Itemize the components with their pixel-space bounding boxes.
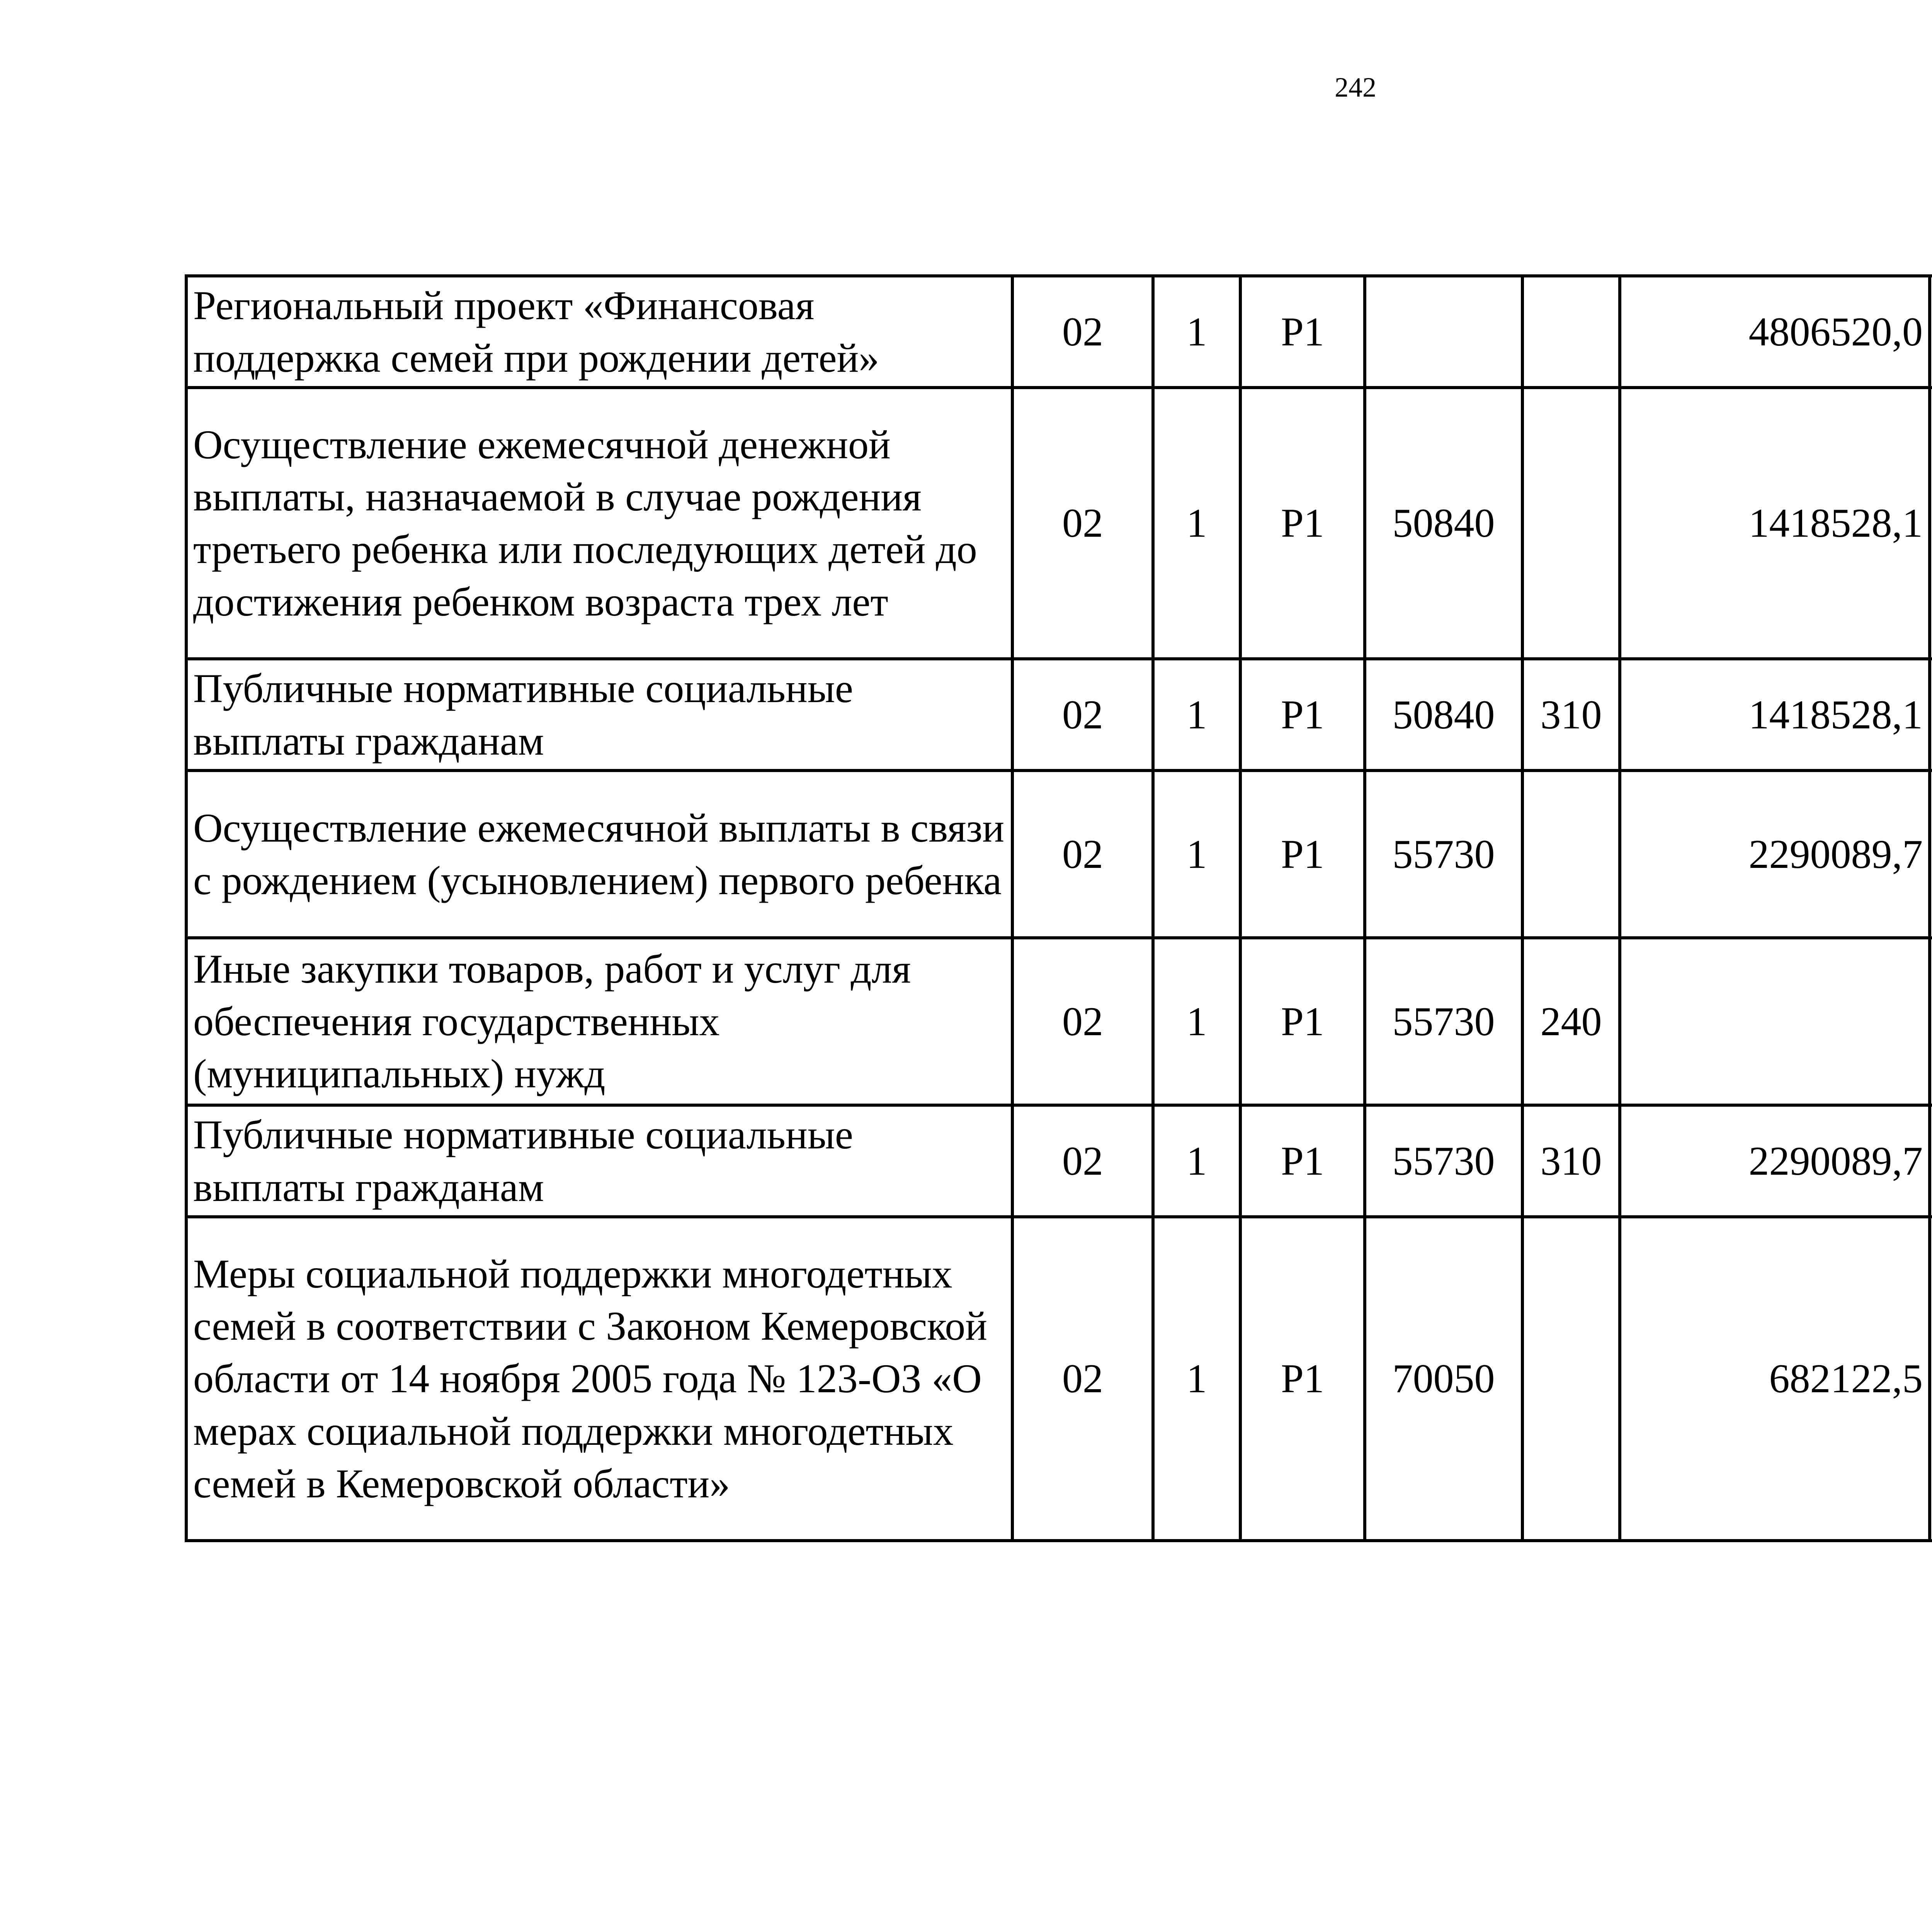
cell-year2 <box>1930 771 1932 938</box>
row-name: Публичные нормативные социальные выплаты гражданам <box>186 659 1012 771</box>
cell-target: 55730 <box>1365 771 1522 938</box>
row-name: Меры социальной поддержки многодетных семей в соответствии с Законом Кемеровской области от 14 ноября 2005 года № 123-ОЗ «О мерах социальной поддержки многодетных семей в Кемеровской области» <box>186 1217 1012 1541</box>
cell-year1: 1418528,1 <box>1620 388 1930 659</box>
cell-project: P1 <box>1240 771 1365 938</box>
cell-year1 <box>1620 938 1930 1105</box>
cell-year2 <box>1930 1105 1932 1217</box>
cell-program: 1 <box>1153 388 1240 659</box>
cell-year1: 2290089,7 <box>1620 771 1930 938</box>
cell-type: 310 <box>1522 659 1620 771</box>
row-name: Осуществление ежемесячной выплаты в связи с рождением (усыновлением) первого ребенка <box>186 771 1012 938</box>
row-name: Осуществление ежемесячной денежной выплаты, назначаемой в случае рождения третьего ребенка или последующих детей до достижения ребенком возраста трех лет <box>186 388 1012 659</box>
table-row <box>186 659 1932 771</box>
cell-type <box>1522 276 1620 388</box>
cell-type <box>1522 388 1620 659</box>
cell-year2 <box>1930 659 1932 771</box>
cell-project: P1 <box>1240 388 1365 659</box>
cell-section: 02 <box>1012 938 1153 1105</box>
cell-project: P1 <box>1240 1217 1365 1541</box>
cell-program: 1 <box>1153 1105 1240 1217</box>
cell-type: 310 <box>1522 1105 1620 1217</box>
cell-year2 <box>1930 938 1932 1105</box>
table-row <box>186 276 1932 388</box>
table-row <box>186 771 1932 938</box>
cell-section: 02 <box>1012 1105 1153 1217</box>
row-name: Публичные нормативные социальные выплаты гражданам <box>186 1105 1012 1217</box>
row-name: Региональный проект «Финансовая поддержка семей при рождении детей» <box>186 276 1012 388</box>
cell-target <box>1365 276 1522 388</box>
cell-year1: 2290089,7 <box>1620 1105 1930 1217</box>
cell-project: P1 <box>1240 1105 1365 1217</box>
cell-type <box>1522 771 1620 938</box>
cell-year2 <box>1930 1217 1932 1541</box>
cell-project: P1 <box>1240 659 1365 771</box>
cell-target: 55730 <box>1365 938 1522 1105</box>
cell-year2 <box>1930 388 1932 659</box>
cell-section: 02 <box>1012 276 1153 388</box>
cell-project: P1 <box>1240 938 1365 1105</box>
cell-target: 50840 <box>1365 388 1522 659</box>
table-row <box>186 388 1932 659</box>
table-row <box>186 1217 1932 1541</box>
cell-program: 1 <box>1153 771 1240 938</box>
cell-type <box>1522 1217 1620 1541</box>
cell-section: 02 <box>1012 771 1153 938</box>
cell-target: 55730 <box>1365 1105 1522 1217</box>
cell-target: 50840 <box>1365 659 1522 771</box>
cell-section: 02 <box>1012 388 1153 659</box>
table-row <box>186 938 1932 1105</box>
cell-target: 70050 <box>1365 1217 1522 1541</box>
cell-year1: 4806520,0 <box>1620 276 1930 388</box>
row-name: Иные закупки товаров, работ и услуг для обеспечения государственных (муниципальных) нужд <box>186 938 1012 1105</box>
cell-year1: 1418528,1 <box>1620 659 1930 771</box>
table-row <box>186 1105 1932 1217</box>
cell-program: 1 <box>1153 1217 1240 1541</box>
cell-section: 02 <box>1012 1217 1153 1541</box>
cell-program: 1 <box>1153 276 1240 388</box>
cell-year2 <box>1930 276 1932 388</box>
cell-project: P1 <box>1240 276 1365 388</box>
page-number: 242 <box>1335 72 1376 103</box>
cell-year1: 682122,5 <box>1620 1217 1930 1541</box>
cell-section: 02 <box>1012 659 1153 771</box>
cell-program: 1 <box>1153 659 1240 771</box>
cell-type: 240 <box>1522 938 1620 1105</box>
cell-program: 1 <box>1153 938 1240 1105</box>
budget-table <box>185 274 1932 1542</box>
